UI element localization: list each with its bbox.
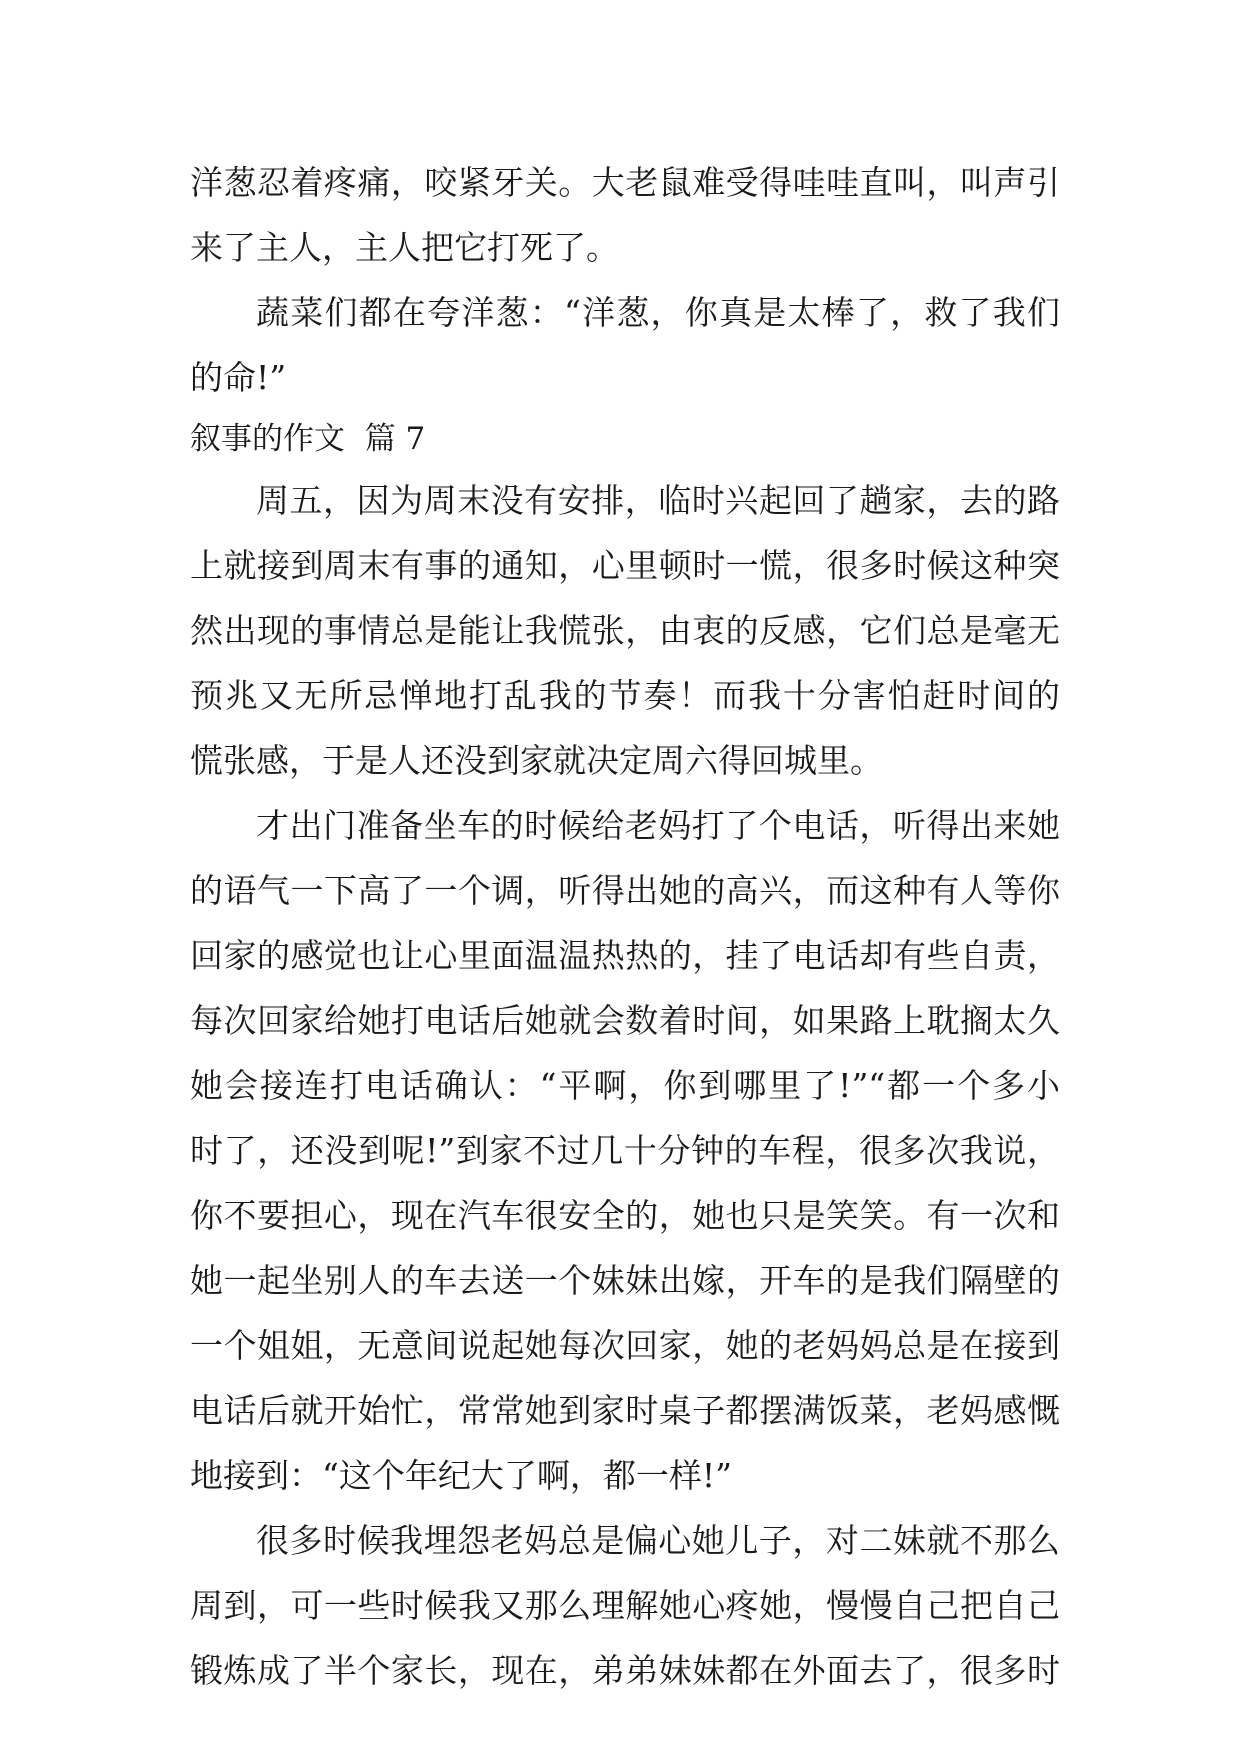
section-heading: 叙事的作文 篇 7	[190, 421, 426, 457]
text-line: 预兆又无所忌惮地打乱我的节奏！而我十分害怕赶时间的	[190, 676, 1060, 715]
text-line: 周到，可一些时候我又那么理解她心疼她，慢慢自己把自己	[190, 1586, 1060, 1625]
text-line: 每次回家给她打电话后她就会数着时间，如果路上耽搁太久	[190, 1001, 1060, 1040]
text-line: 的命!”	[190, 358, 287, 397]
text-line: 她会接连打电话确认：“平啊，你到哪里了!”“都一个多小	[190, 1066, 1060, 1105]
text-line: 才出门准备坐车的时候给老妈打了个电话，听得出来她	[256, 806, 1060, 845]
document-page	[190, 150, 1060, 1703]
text-line: 锻炼成了半个家长，现在，弟弟妹妹都在外面去了，很多时	[190, 1651, 1060, 1690]
text-line: 洋葱忍着疼痛，咬紧牙关。大老鼠难受得哇哇直叫，叫声引	[190, 163, 1060, 202]
paragraph	[190, 280, 1060, 410]
paragraph	[190, 468, 1060, 793]
text-line: 一个姐姐，无意间说起她每次回家，她的老妈妈总是在接到	[190, 1326, 1060, 1365]
paragraph	[190, 1508, 1060, 1703]
paragraph	[190, 150, 1060, 280]
text-line: 然出现的事情总是能让我慌张，由衷的反感，它们总是毫无	[190, 611, 1060, 650]
text-line: 来了主人，主人把它打死了。	[190, 228, 619, 267]
text-line: 周五，因为周末没有安排，临时兴起回了趟家，去的路	[256, 481, 1060, 520]
paragraph	[190, 793, 1060, 1508]
text-line: 地接到：“这个年纪大了啊，都一样!”	[190, 1456, 733, 1495]
text-line: 很多时候我埋怨老妈总是偏心她儿子，对二妹就不那么	[256, 1521, 1060, 1560]
text-line: 她一起坐别人的车去送一个妹妹出嫁，开车的是我们隔壁的	[190, 1261, 1060, 1300]
text-line: 上就接到周末有事的通知，心里顿时一慌，很多时候这种突	[190, 546, 1060, 585]
text-line: 的语气一下高了一个调，听得出她的高兴，而这种有人等你	[190, 871, 1060, 910]
text-line: 蔬菜们都在夸洋葱：“洋葱，你真是太棒了，救了我们	[256, 293, 1060, 332]
text-line: 回家的感觉也让心里面温温热热的，挂了电话却有些自责，	[190, 936, 1060, 975]
text-line: 电话后就开始忙，常常她到家时桌子都摆满饭菜，老妈感慨	[190, 1391, 1060, 1430]
text-line: 慌张感，于是人还没到家就决定周六得回城里。	[190, 741, 883, 780]
text-line: 时了，还没到呢!”到家不过几十分钟的车程，很多次我说，	[190, 1131, 1060, 1170]
text-line: 你不要担心，现在汽车很安全的，她也只是笑笑。有一次和	[190, 1196, 1060, 1235]
